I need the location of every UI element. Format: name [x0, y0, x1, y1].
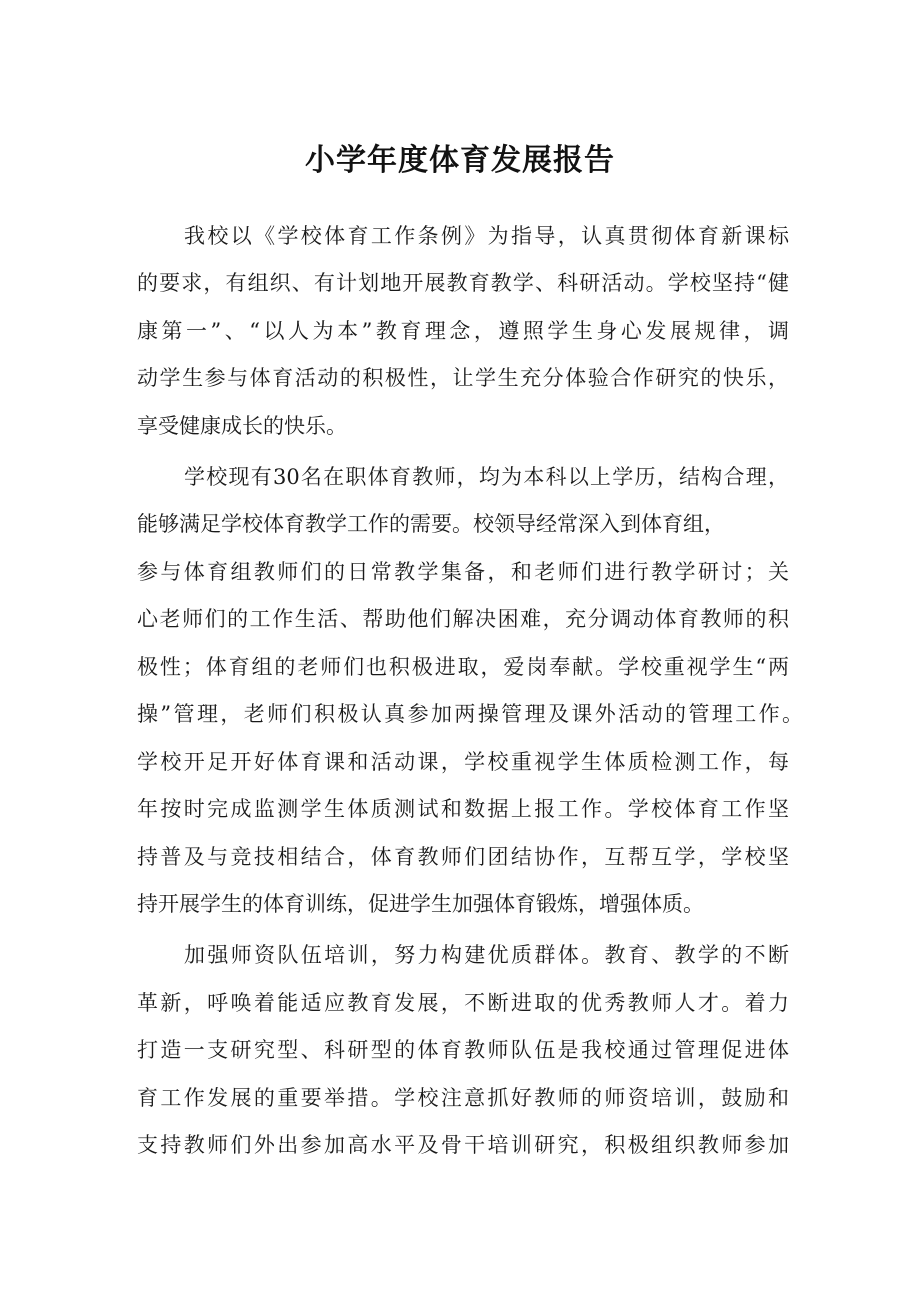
paragraph-line: 操”管理，老师们积极认真参加两操管理及课外活动的管理工作。: [137, 702, 803, 726]
paragraph-line: 康第一”、“以人为本”教育理念，遵照学生身心发展规律，调: [137, 319, 789, 343]
paragraph-line: 支持教师们外出参加高水平及骨干培训研究，积极组织教师参加: [137, 1133, 789, 1157]
paragraph-line: 享受健康成长的快乐。: [137, 414, 347, 438]
paragraph-line: 学校开足开好体育课和活动课，学校重视学生体质检测工作，每: [137, 750, 789, 774]
paragraph-line: 的要求，有组织、有计划地开展教育教学、科研活动。学校坚持“健: [137, 271, 789, 295]
paragraph-line: 育工作发展的重要举措。学校注意抓好教师的师资培训，鼓励和: [137, 1086, 789, 1110]
paragraph-line: 革新，呼唤着能适应教育发展，不断进取的优秀教师人才。着力: [137, 991, 789, 1015]
paragraph-line: 持开展学生的体育训练，促进学生加强体育锻炼，增强体质。: [137, 892, 704, 916]
paragraph-line: 打造一支研究型、科研型的体育教师队伍是我校通过管理促进体: [137, 1038, 789, 1062]
paragraph-line: 年按时完成监测学生体质测试和数据上报工作。学校体育工作坚: [137, 797, 789, 821]
paragraph-line: 动学生参与体育活动的积极性，让学生充分体验合作研究的快乐，: [137, 366, 789, 390]
paragraph-line: 能够满足学校体育教学工作的需要。校领导经常深入到体育组，: [137, 512, 725, 536]
paragraph-line: 学校现有30名在职体育教师，均为本科以上学历，结构合理，: [184, 465, 789, 489]
paragraph-line: 我校以《学校体育工作条例》为指导，认真贯彻体育新课标: [184, 224, 789, 248]
paragraph-line: 持普及与竞技相结合，体育教师们团结协作，互帮互学，学校坚: [137, 845, 789, 869]
paragraph-line: 心老师们的工作生活、帮助他们解决困难，充分调动体育教师的积: [137, 607, 789, 631]
paragraph-line: 极性；体育组的老师们也积极进取，爱岗奉献。学校重视学生“两: [137, 655, 789, 679]
document-title: 小学年度体育发展报告: [305, 143, 615, 178]
paragraph-line: 加强师资队伍培训，努力构建优质群体。教育、教学的不断: [184, 943, 789, 967]
paragraph-line: 参与体育组教师们的日常教学集备，和老师们进行教学研讨；关: [137, 560, 789, 584]
